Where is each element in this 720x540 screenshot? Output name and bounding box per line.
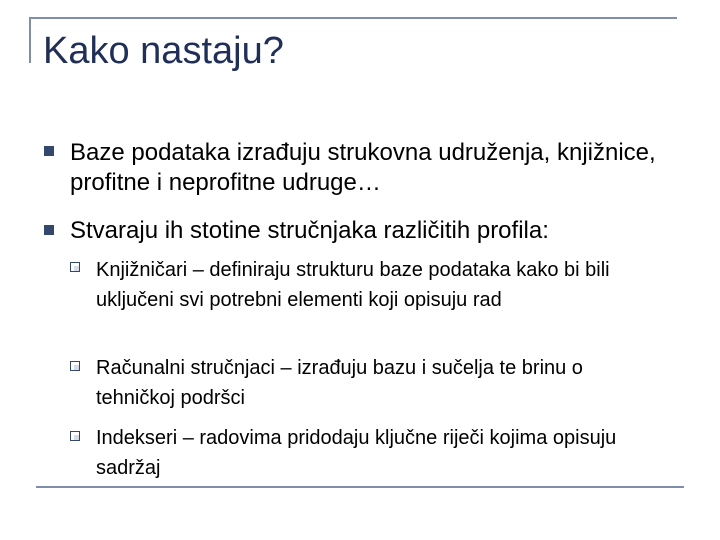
bullet-item: Stvaraju ih stotine stručnjaka različitih profila: xyxy=(70,217,549,244)
hollow-square-bullet-icon xyxy=(70,262,80,272)
bullet-item: Baze podataka izrađuju strukovna udruženja, knjižnice, profitne i neprofitne udruge… xyxy=(70,139,656,196)
hollow-square-bullet-icon xyxy=(70,431,80,441)
sub-bullet-item: Knjižničari – definiraju strukturu baze podataka kako bi bili uključeni svi potrebni elementi koji opisuju rad xyxy=(96,259,610,311)
slide-title: Kako nastaju? xyxy=(43,30,284,72)
hollow-square-bullet-icon xyxy=(70,361,80,371)
square-bullet-icon xyxy=(44,225,54,235)
square-bullet-icon xyxy=(44,146,54,156)
sub-bullet-item: Računalni stručnjaci – izrađuju bazu i sučelja te brinu o tehničkoj podršci xyxy=(96,357,583,409)
sub-bullet-item: Indekseri – radovima pridodaju ključne riječi kojima opisuju sadržaj xyxy=(96,427,617,479)
